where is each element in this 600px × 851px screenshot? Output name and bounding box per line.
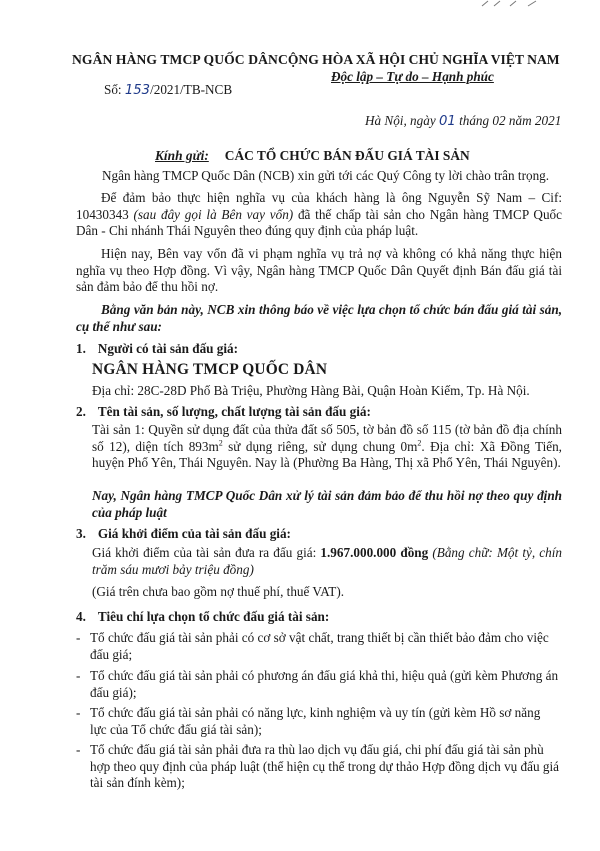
current-paragraph: Hiện nay, Bên vay vốn đã vi phạm nghĩa vụ trả nợ và không có khả năng thực hiện nghĩa vụ theo Hợp đồng. Vì vậy, Ngân hàng TMCP Quốc Dân Quyết định Bán đấu giá tài sản đảm bảo để thu hồi nợ. [76,246,562,294]
price-value: 1.967.000.000 đồng [320,545,429,560]
section-4-title: Tiêu chí lựa chọn tổ chức đấu giá tài sản: [97,609,330,624]
bank-name-heading: NGÂN HÀNG TMCP QUỐC DÂN [72,52,278,67]
section-1-heading [76,341,238,357]
doc-no-suffix: /2021/TB-NCB [150,82,233,97]
criteria-item: - Tổ chức đấu giá tài sản phải đưa ra thù lao dịch vụ đấu giá, chi phí đấu giá tài sản phù hợp theo quy định của pháp luật (thể hiện cụ thể trong dự thảo Hợp đồng dịch vụ đấu giá tài sản đính kèm); [90,742,560,792]
criteria-item: - Tổ chức đấu giá tài sản phải có phương án đấu giá khả thi, hiệu quả (gửi kèm Phương án đấu giá); [90,668,560,701]
motto: Độc lập – Tự do – Hạnh phúc [331,69,494,84]
criteria-item: - Tổ chức đấu giá tài sản phải có cơ sở vật chất, trang thiết bị cần thiết bảo đảm cho việc đấu giá; [90,630,560,663]
section-4-number: 4. [76,609,86,624]
section-1-address: Địa chỉ: 28C-28D Phố Bà Triệu, Phường Hàng Bài, Quận Hoàn Kiếm, Tp. Hà Nội. [92,383,530,398]
price-prefix: Giá khởi điểm của tài sản đưa ra đấu giá: [92,545,321,560]
asset-text-2: sử dụng riêng, sử dụng chung 0m [222,438,418,454]
price-words: (Bằng chữ: Một tỷ, chín trăm sáu mươi bảy triệu đồng) [92,545,562,577]
section-3-price-note: (Giá trên chưa bao gồm nợ thuế phí, thuế VAT). [92,584,345,599]
secure-text-italic: (sau đây gọi là Bên vay vốn) [133,206,294,222]
section-2-heading [76,404,371,420]
asset-sup-1: 2 [218,438,223,448]
secure-paragraph [76,190,562,240]
greeting-paragraph: Ngân hàng TMCP Quốc Dân (NCB) xin gửi tới các Quý Công ty lời chào trân trọng. [102,168,550,183]
nation-heading: CỘNG HÒA XÃ HỘI CHỦ NGHĨA VIỆT NAM [278,52,560,67]
doc-no-prefix: Số: [104,82,125,97]
secure-text-2: đã thế chấp tài sản cho Ngân hàng TMCP Quốc Dân - Chi nhánh Thái Nguyên theo đúng quy định của pháp luật. [76,206,562,238]
announce-paragraph: Bằng văn bản này, NCB xin thông báo về việc lựa chọn tổ chức bán đấu giá tài sản, cụ thể như sau: [76,302,562,334]
asset-sup-2: 2 [417,438,422,448]
section-2-note: Nay, Ngân hàng TMCP Quốc Dân xử lý tài sản đảm bảo để thu hồi nợ theo quy định của pháp luật [92,488,562,520]
section-3-title: Giá khởi điểm của tài sản đấu giá: [97,526,291,541]
asset-text-1: Tài sản 1: Quyền sử dụng đất của thửa đất số 505, tờ bản đồ số 115 (tờ bản đồ địa chính số 12), diện tích 893m [92,422,562,454]
section-2-number: 2. [76,404,86,419]
date-suffix: tháng 02 năm 2021 [455,113,562,128]
criteria-item: - Tổ chức đấu giá tài sản phải có năng lực, kinh nghiệm và uy tín (gửi kèm Hồ sơ năng lực của Tổ chức đấu giá tài sản); [90,705,560,738]
salutation-label: Kính gửi: [155,148,209,163]
section-1-number: 1. [76,341,86,356]
asset-text-3: . Địa chỉ: Xã Đồng Tiến, huyện Phổ Yên, Thái Nguyên. Nay là (Phường Ba Hàng, Thị xã Phổ Yên, Thái Nguyên). [92,438,562,470]
date-prefix: Hà Nội, ngày [365,113,439,128]
salutation [155,148,470,164]
salutation-recipient: CÁC TỔ CHỨC BÁN ĐẤU GIÁ TÀI SẢN [224,148,470,163]
document-date [365,113,561,129]
section-4-heading [76,609,329,625]
handwritten-mark [480,0,550,8]
section-2-asset [92,422,562,472]
document-number [104,82,232,98]
date-day-handwritten: 01 [439,114,456,129]
section-2-title: Tên tài sản, số lượng, chất lượng tài sản đấu giá: [97,404,371,419]
section-1-org: NGÂN HÀNG TMCP QUỐC DÂN [92,361,328,378]
section-3-heading [76,526,291,542]
secure-text-1: Để đảm bảo thực hiện nghĩa vụ của khách hàng là ông Nguyễn Sỹ Nam – Cif: 10430343 [76,190,562,222]
section-3-number: 3. [76,526,86,541]
section-3-price [92,545,562,578]
section-1-title: Người có tài sản đấu giá: [97,341,239,356]
doc-no-handwritten: 153 [124,83,151,98]
